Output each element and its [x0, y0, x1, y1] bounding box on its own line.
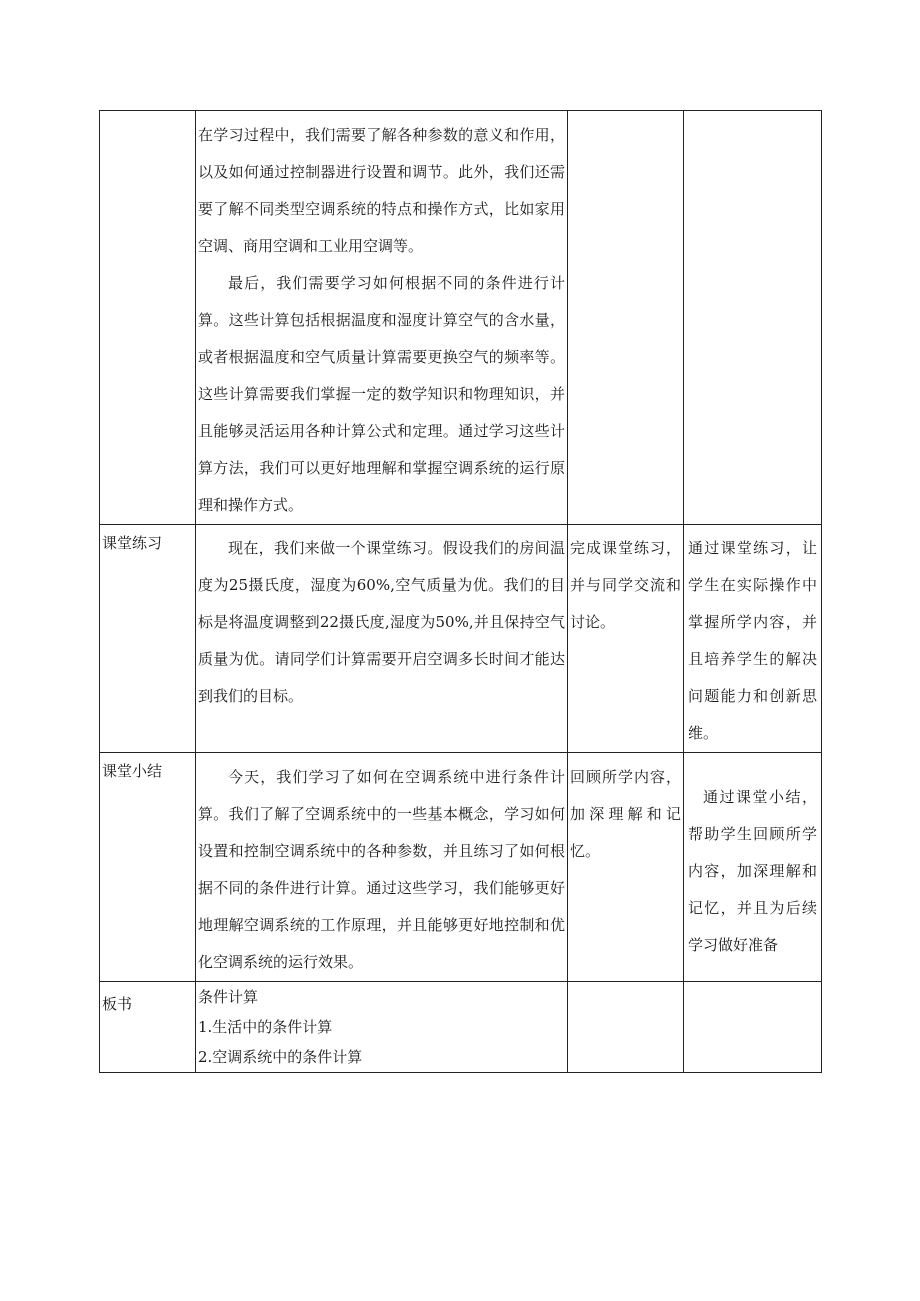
- row-label-cell: [100, 753, 196, 982]
- table-row: [100, 982, 822, 1073]
- student-activity-cell: [568, 982, 684, 1073]
- summary-paragraph: 今天，我们学习了如何在空调系统中进行条件计算。我们了解了空调系统中的一些基本概念，学习如何设置和控制空调系统中的各种参数，并且练习了如何根据不同的条件进行计算。通过这些学习，我们能够更好地理解空调系统的工作原理，并且能够更好地控制和优化空调系统的运行效果。: [198, 768, 565, 971]
- student-activity-cell: [568, 111, 684, 525]
- design-intent-cell: [684, 753, 822, 982]
- content-cell: [196, 111, 568, 525]
- student-activity-cell: [568, 525, 684, 753]
- row-label-cell: [100, 982, 196, 1073]
- row-label-cell: [100, 525, 196, 753]
- student-activity-text: 完成课堂练习，并与同学交流和讨论。: [570, 539, 681, 631]
- design-intent-cell: [684, 111, 822, 525]
- table-row: [100, 753, 822, 982]
- row-label-summary: 课堂小结: [102, 762, 163, 780]
- lesson-plan-table: [99, 110, 822, 1073]
- board-item: 1.生活中的条件计算: [198, 1018, 333, 1036]
- board-item: 2.空调系统中的条件计算: [198, 1048, 363, 1066]
- design-intent-cell: [684, 982, 822, 1073]
- row-label-practice: 课堂练习: [102, 534, 163, 552]
- content-paragraph: 最后，我们需要学习如何根据不同的条件进行计算。这些计算包括根据温度和湿度计算空气的含水量，或者根据温度和空气质量计算需要更换空气的频率等。这些计算需要我们掌握一定的数学知识和物理知识，并且能够灵活运用各种计算公式和定理。通过学习这些计算方法，我们可以更好地理解和掌握空调系统的运行原理和操作方式。: [198, 274, 565, 514]
- design-intent-text: 通过课堂小结，帮助学生回顾所学内容，加深理解和记忆，并且为后续学习做好准备: [688, 788, 817, 954]
- blackboard-cell: [196, 982, 568, 1073]
- table-row: [100, 525, 822, 753]
- student-activity-cell: [568, 753, 684, 982]
- student-activity-text: 回顾所学内容，加深理解和记忆。: [570, 768, 681, 860]
- content-paragraph: 在学习过程中，我们需要了解各种参数的意义和作用，以及如何通过控制器进行设置和调节。此外，我们还需要了解不同类型空调系统的特点和操作方式，比如家用空调、商用空调和工业用空调等。: [198, 126, 565, 255]
- content-cell: [196, 525, 568, 753]
- design-intent-text: 通过课堂练习，让学生在实际操作中掌握所学内容，并且培养学生的解决问题能力和创新思维。: [688, 539, 817, 742]
- content-cell: [196, 753, 568, 982]
- board-title: 条件计算: [198, 988, 259, 1006]
- table-row: [100, 111, 822, 525]
- practice-paragraph: 现在，我们来做一个课堂练习。假设我们的房间温度为25摄氏度，湿度为60%,空气质量为优。我们的目标是将温度调整到22摄氏度,湿度为50%,并且保持空气质量为优。请同学们计算需要开启空调多长时间才能达到我们的目标。: [198, 539, 565, 705]
- row-label-board: 板书: [102, 995, 133, 1013]
- row-label-cell: [100, 111, 196, 525]
- design-intent-cell: [684, 525, 822, 753]
